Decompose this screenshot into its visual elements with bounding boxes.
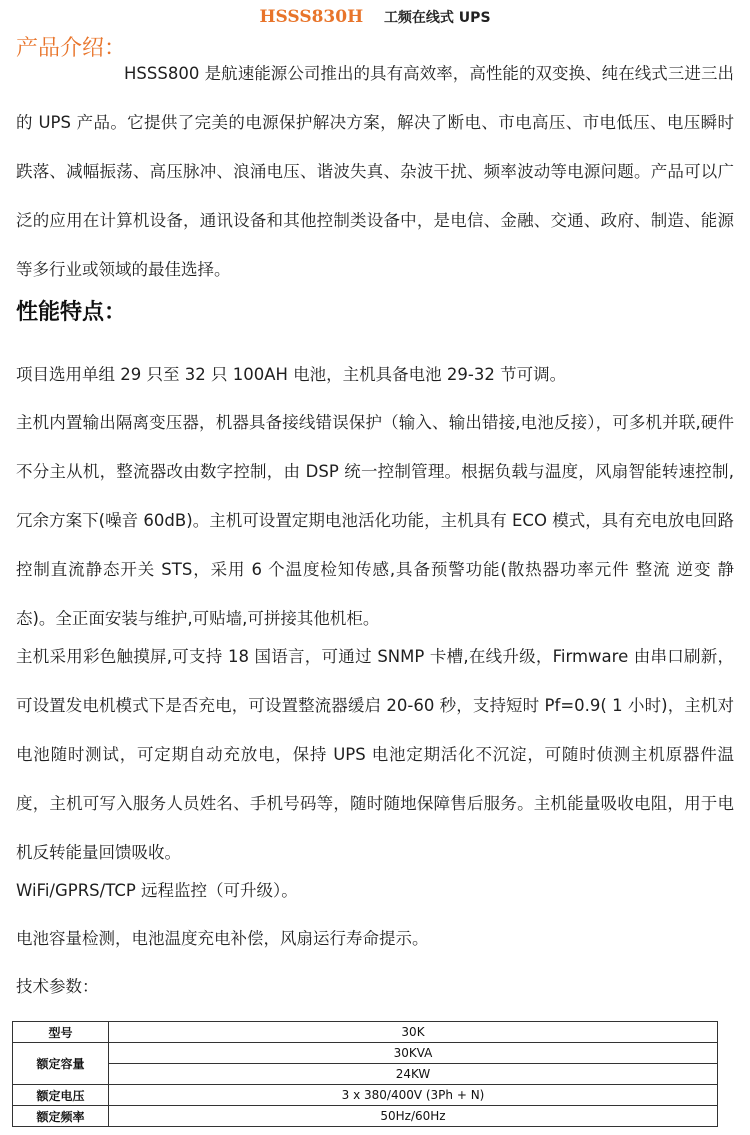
table-row: [13, 1022, 718, 1043]
spec-label-model: 型号: [13, 1022, 109, 1043]
product-description: 工频在线式 UPS: [383, 10, 491, 26]
table-row: [13, 1064, 718, 1085]
spec-value-capacity-kw: 24KW: [109, 1064, 718, 1085]
feature-paragraph-remote: WiFi/GPRS/TCP 远程监控（可升级）。: [16, 881, 298, 900]
spec-label-voltage: 额定电压: [13, 1085, 109, 1106]
feature-paragraph-hardware: 主机内置输出隔离变压器，机器具备接线错误保护（输入、输出错接,电池反接），可多机并联,硬件不分主从机，整流器改由数字控制，由 DSP 统一控制管理。根据负载与温度，风扇智能转速控制,冗余方案下(噪音 60dB)。主机可设置定期电池活化功能，主机具有 ECO 模式，具有充电放电回路控制直流静态开关 STS，采用 6 个温度检知传感,具备预警功能(散热器功率元件 整流 逆变 静态)。全正面安装与维护,可贴墙,可拼接其他机柜。: [16, 413, 734, 628]
feature-paragraph-control: 主机采用彩色触摸屏,可支持 18 国语言，可通过 SNMP 卡槽,在线升级，Firmware 由串口刷新，可设置发电机模式下是否充电，可设置整流器缓启 20-60 秒，支持短时 Pf=0.9( 1 小时)，主机对电池随时测试，可定期自动充放电，保持 UPS 电池定期活化不沉淀，可随时侦测主机原器件温度，主机可写入服务人员姓名、手机号码等，随时随地保障售后服务。主机能量吸收电阻，用于电机反转能量回馈吸收。: [16, 647, 734, 862]
spec-value-frequency: 50Hz/60Hz: [109, 1106, 718, 1127]
spec-value-capacity-kva: 30KVA: [109, 1043, 718, 1064]
table-row: [13, 1106, 718, 1127]
tech-params-label: 技术参数：: [16, 977, 99, 996]
spec-label-frequency: 额定频率: [13, 1106, 109, 1127]
features-heading: 性能特点：: [16, 300, 127, 325]
feature-paragraph-detection: 电池容量检测，电池温度充电补偿，风扇运行寿命提示。: [16, 929, 429, 948]
spec-value-voltage: 3 x 380/400V (3Ph + N): [109, 1085, 718, 1106]
feature-paragraph-battery: 项目选用单组 29 只至 32 只 100AH 电池，主机具备电池 29-32 节可调。: [16, 365, 567, 384]
page-title: [0, 6, 750, 29]
spec-table: [12, 1021, 718, 1127]
table-row: [13, 1043, 718, 1064]
product-model: HSSS830H: [259, 7, 364, 27]
intro-heading: 产品介绍：: [16, 36, 127, 61]
intro-paragraph: HSSS800 是航速能源公司推出的具有高效率，高性能的双变换、纯在线式三进三出的 UPS 产品。它提供了完美的电源保护解决方案，解决了断电、市电高压、市电低压、电压瞬时跌落、减幅振荡、高压脉冲、浪涌电压、谐波失真、杂波干扰、频率波动等电源问题。产品可以广泛的应用在计算机设备，通讯设备和其他控制类设备中，是电信、金融、交通、政府、制造、能源等多行业或领域的最佳选择。: [16, 64, 734, 279]
spec-label-capacity: 额定容量: [13, 1043, 109, 1085]
table-row: [13, 1085, 718, 1106]
spec-value-model: 30K: [109, 1022, 718, 1043]
